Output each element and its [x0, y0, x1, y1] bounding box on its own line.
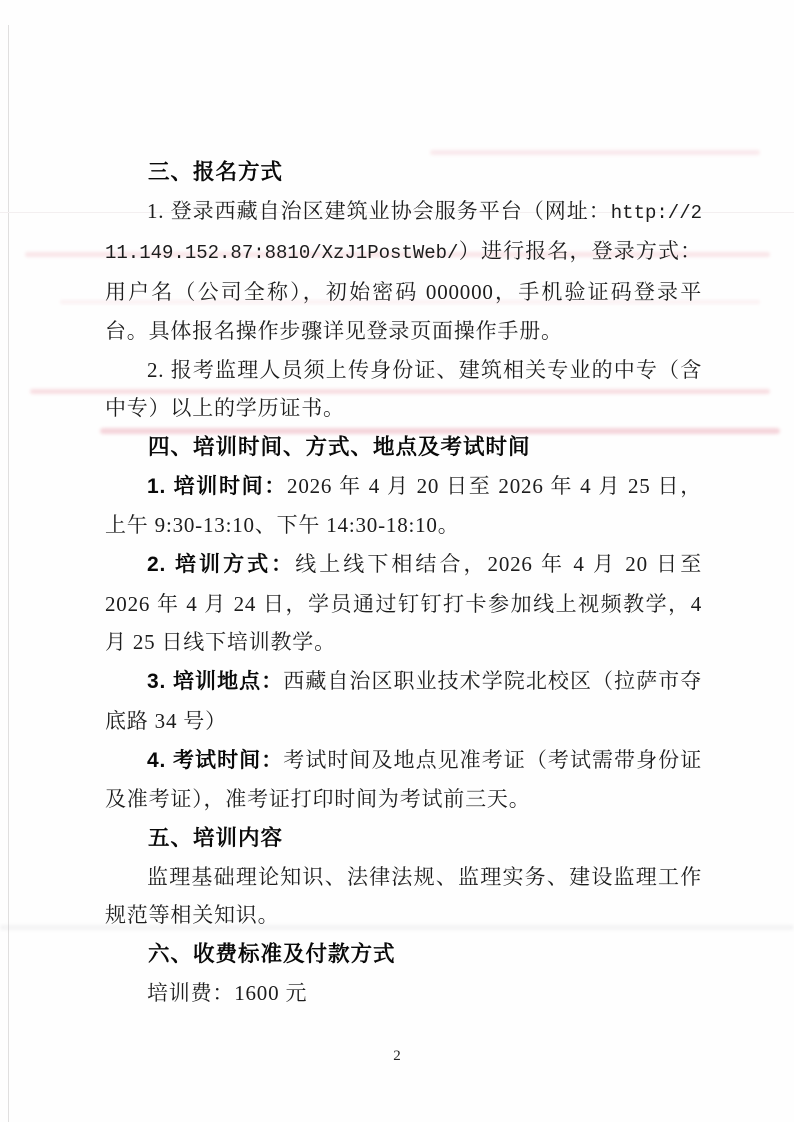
item-text: 线上线下相结合，2026 年 4 月 20 日至 2026 年 4 月 24 日，学员通过钉钉打卡参加线上视频教学，4 月 25 日线下培训教学。 — [105, 552, 703, 655]
training-mode-item — [105, 545, 702, 662]
paragraph-text: 1. 登录西藏自治区建筑业协会服务平台（网址： — [147, 198, 611, 223]
paragraph-training-fee: 培训费：1600 元 — [147, 980, 308, 1005]
item-label: 4. 考试时间： — [147, 748, 284, 772]
section-heading-registration-method: 三、报名方式 — [148, 160, 284, 184]
scan-edge-line — [8, 25, 9, 1122]
section-heading-training-content: 五、培训内容 — [148, 825, 284, 850]
paragraph-text: ）进行报名，登录方式：用户名（公司全称），初始密码 000000，手机验证码登录平台。具体报名操作步骤详见登录页面操作手册。 — [105, 239, 702, 343]
paragraph-registration-platform — [105, 192, 702, 351]
item-text: 2026 年 4 月 20 日至 2026 年 4 月 25 日，上午 9:30-13:10、下午 14:30-18:10。 — [105, 473, 703, 538]
item-label: 2. 培训方式： — [147, 553, 296, 577]
paragraph-upload-requirements: 2. 报考监理人员须上传身份证、建筑相关专业的中专（含中专）以上的学历证书。 — [105, 357, 702, 421]
training-location-item — [105, 662, 702, 740]
training-time-item — [105, 467, 702, 545]
item-label: 3. 培训地点： — [147, 670, 284, 694]
section-heading-training-time: 四、培训时间、方式、地点及考试时间 — [148, 434, 531, 459]
item-label: 1. 培训时间： — [147, 474, 288, 498]
item-text: 西藏自治区职业技术学院北校区（拉萨市夺底路 34 号） — [105, 669, 702, 733]
paragraph-training-content: 监理基础理论知识、法律法规、监理实务、建设监理工作规范等相关知识。 — [105, 864, 702, 928]
document-content — [105, 153, 702, 1012]
exam-time-item — [105, 741, 702, 819]
registration-url: http://211.149.152.87:8810/XzJ1PostWeb/ — [105, 201, 702, 265]
item-text: 考试时间及地点见准考证（考试需带身份证及准考证），准考证打印时间为考试前三天。 — [105, 747, 702, 812]
section-heading-fees: 六、收费标准及付款方式 — [148, 942, 396, 967]
page-number: 2 — [393, 1048, 401, 1064]
